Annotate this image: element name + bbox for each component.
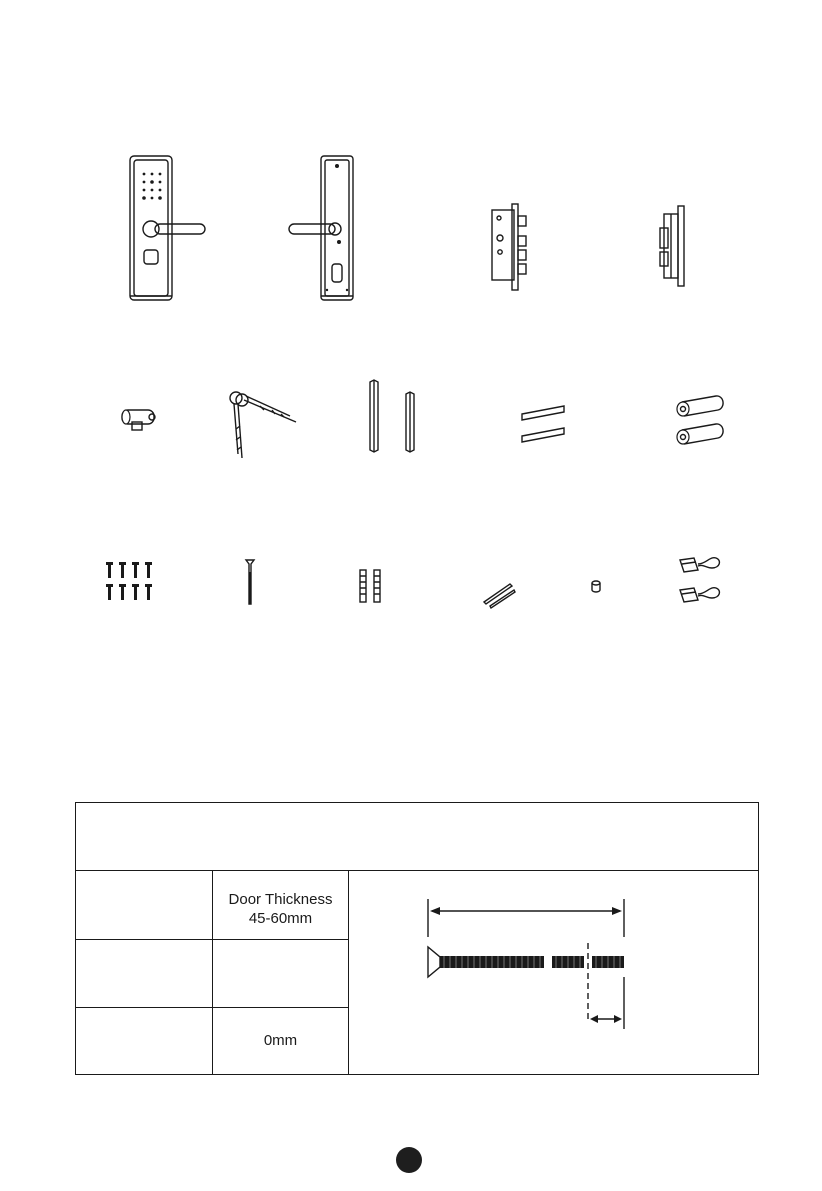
mortise-lock-body-icon xyxy=(488,202,530,292)
pins-icon xyxy=(482,582,516,608)
front-panel-icon xyxy=(128,154,208,302)
lock-cylinder-icon xyxy=(118,406,160,432)
small-cap-icon xyxy=(589,580,603,594)
rfid-cards-icon xyxy=(676,552,724,610)
column-divider xyxy=(348,871,349,1074)
connecting-strips-icon xyxy=(518,402,568,446)
thickness-cell xyxy=(213,890,348,928)
row-divider xyxy=(76,939,348,940)
row-divider xyxy=(76,1007,348,1008)
table-header-row xyxy=(76,803,758,871)
screws-icon xyxy=(104,560,158,604)
long-screw-icon xyxy=(244,558,256,606)
door-thickness-table xyxy=(75,802,759,1075)
back-panel-icon xyxy=(287,154,357,302)
square-spindles-icon xyxy=(366,378,422,454)
sleeve-tubes-icon xyxy=(672,392,728,448)
wall-anchors-icon xyxy=(356,568,386,604)
mechanical-keys-icon xyxy=(220,386,300,464)
bottom-value-cell: 0mm xyxy=(263,1032,298,1049)
thickness-label: Door Thickness xyxy=(228,891,333,908)
page-number-dot xyxy=(396,1147,422,1173)
thickness-range: 45-60mm xyxy=(248,910,313,927)
strike-plate-icon xyxy=(654,204,694,288)
connecting-bolt-icon xyxy=(414,897,634,1029)
